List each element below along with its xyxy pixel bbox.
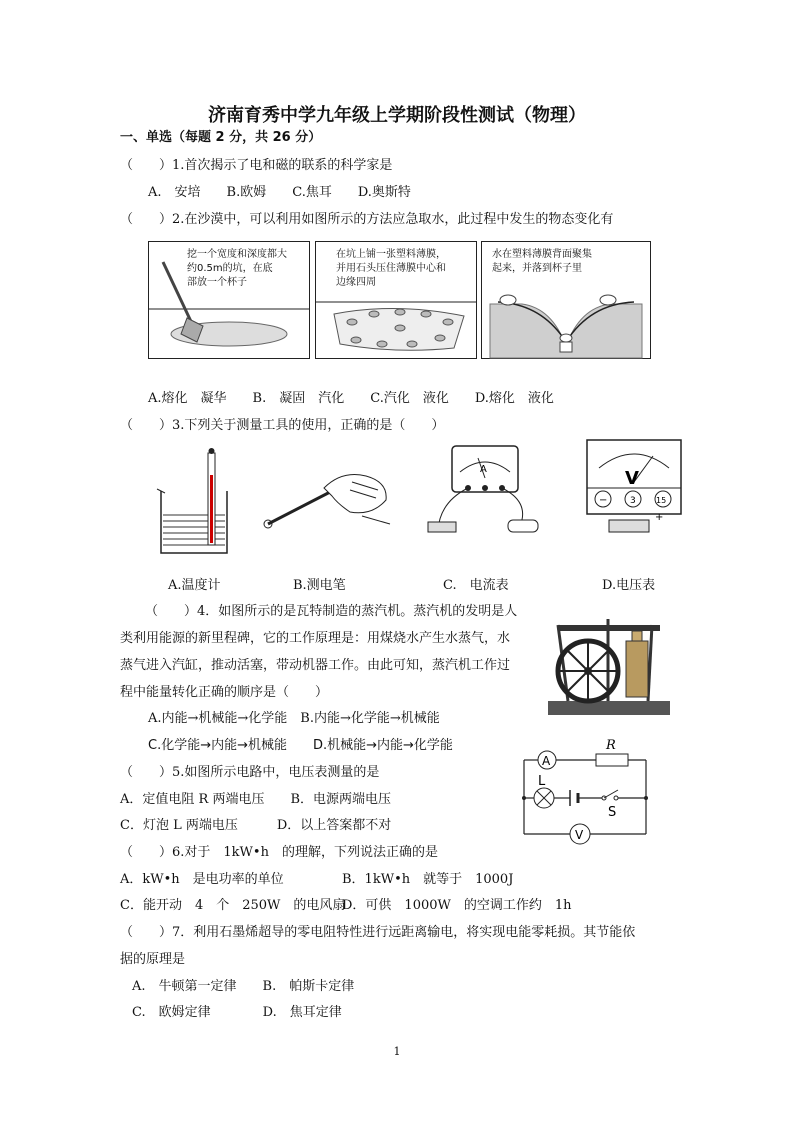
q1-options: A. 安培 B.欧姆 C.焦耳 D.奥斯特 xyxy=(148,185,411,200)
film-stones-illustration xyxy=(316,242,476,358)
q4-options-cd: C.化学能→内能→机械能 D.机械能→内能→化学能 xyxy=(148,738,453,753)
resistor-symbol xyxy=(596,754,628,766)
test-pen-illustration xyxy=(262,460,392,530)
q7-options-ab: A. 牛顿第一定律 B. 帕斯卡定律 xyxy=(132,979,355,994)
circuit-switch-label: S xyxy=(608,805,617,820)
q5-options-cd: C．灯泡 L 两端电压 D．以上答案都不对 xyxy=(120,818,392,833)
q2-panel-1-caption: 挖一个宽度和深度都大 约0.5m的坑，在底 部放一个杯子 xyxy=(187,249,287,288)
q2-panel-collect xyxy=(481,241,651,359)
q4-line-2: 类利用能源的新里程碑，它的工作原理是：用煤烧水产生水蒸气，水 xyxy=(120,631,511,646)
circuit-diagram xyxy=(520,740,650,852)
q3-stem: （ ）3.下列关于测量工具的使用，正确的是（ ） xyxy=(120,418,445,433)
section-heading: 一、单选（每题 2 分，共 26 分） xyxy=(120,130,322,145)
page-title: 济南育秀中学九年级上学期阶段性测试（物理） xyxy=(208,105,586,126)
voltmeter-plus: + xyxy=(655,512,664,523)
q2-panel-2-caption: 在坑上铺一张塑料薄膜， 并用石头压住薄膜中心和 边缘四周 xyxy=(336,249,446,288)
q6-stem: （ ）6.对于 1kW•h 的理解，下列说法正确的是 xyxy=(120,845,438,860)
circuit-ammeter-label: A xyxy=(542,754,551,768)
steam-engine-illustration xyxy=(548,605,670,717)
q6-option-d: D．可供 1000W 的空调工作约 1h xyxy=(342,898,572,913)
q3-label-b: B.测电笔 xyxy=(293,578,346,593)
circuit-resistor-label: R xyxy=(606,738,616,753)
q2-panel-film xyxy=(315,241,477,359)
q2-options: A.熔化 凝华 B. 凝固 汽化 C.汽化 液化 D.熔化 液化 xyxy=(148,391,554,406)
q7-options-cd: C. 欧姆定律 D. 焦耳定律 xyxy=(132,1005,342,1020)
q7-line-2: 据的原理是 xyxy=(120,952,186,967)
q5-options-ab: A．定值电阻 R 两端电压 B．电源两端电压 xyxy=(120,792,391,807)
q3-label-d: D.电压表 xyxy=(602,578,656,593)
q4-line-4: 程中能量转化正确的顺序是（ ） xyxy=(120,685,329,700)
q1-stem: （ ）1.首次揭示了电和磁的联系的科学家是 xyxy=(120,158,393,173)
voltmeter-terminal-3: 3 xyxy=(630,496,636,506)
q4-line-3: 蒸气进入汽缸，推动活塞，带动机器工作。由此可知，蒸汽机工作过 xyxy=(120,658,511,673)
shovel-illustration xyxy=(149,242,309,358)
voltmeter-illustration xyxy=(585,438,685,538)
q3-label-a: A.温度计 xyxy=(168,578,221,593)
voltmeter-terminal-neg: − xyxy=(599,495,608,506)
ammeter-illustration xyxy=(420,442,545,542)
q2-panel-dig xyxy=(148,241,310,359)
circuit-lamp-label: L xyxy=(538,774,546,789)
voltmeter-letter: V xyxy=(625,468,639,489)
q6-option-a: A．kW•h 是电功率的单位 xyxy=(120,872,284,887)
q7-line-1: （ ）7．利用石墨烯超导的零电阻特性进行远距离输电，将实现电能零耗损。其节能依 xyxy=(120,925,636,940)
q2-stem: （ ）2.在沙漠中，可以利用如图所示的方法应急取水，此过程中发生的物态变化有 xyxy=(120,212,614,227)
q5-stem: （ ）5.如图所示电路中，电压表测量的是 xyxy=(120,765,380,780)
ammeter-letter: A xyxy=(480,464,487,475)
circuit-voltmeter-label: V xyxy=(575,828,584,842)
voltmeter-terminal-15: 15 xyxy=(656,496,667,505)
thermometer-beaker-illustration xyxy=(155,445,235,555)
q4-options-ab: A.内能→机械能→化学能 B.内能→化学能→机械能 xyxy=(148,711,440,726)
q6-option-c: C．能开动 4 个 250W 的电风扇 xyxy=(120,898,346,913)
q6-option-b: B．1kW•h 就等于 1000J xyxy=(342,872,514,887)
page-number: 1 xyxy=(393,1045,401,1058)
q3-label-c: C. 电流表 xyxy=(443,578,509,593)
q4-line-1: （ ）4．如图所示的是瓦特制造的蒸汽机。蒸汽机的发明是人 xyxy=(145,604,518,619)
q2-panel-3-caption: 水在塑料薄膜背面聚集 起来，并落到杯子里 xyxy=(492,249,592,274)
condensation-illustration xyxy=(482,242,650,358)
